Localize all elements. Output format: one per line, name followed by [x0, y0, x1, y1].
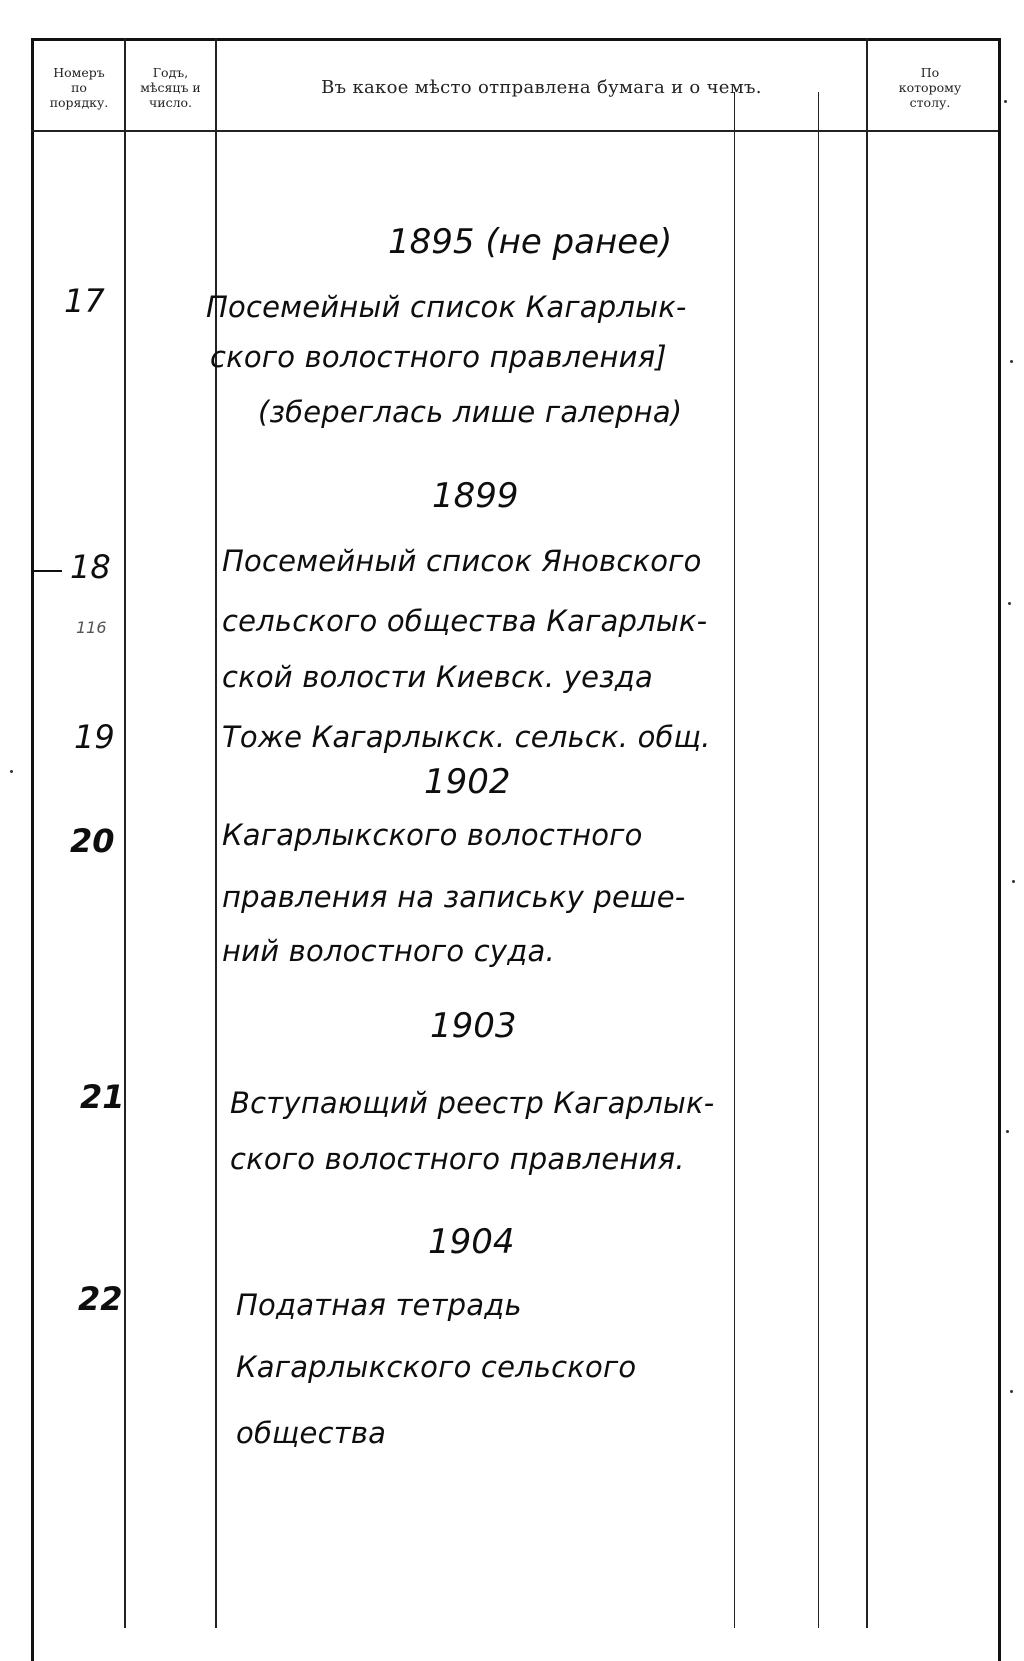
scan-speck [1004, 100, 1007, 103]
entry-line: ского волостного правления. [230, 1142, 685, 1176]
entry-line: ского волостного правления] [210, 340, 667, 374]
entry-line: Посемейный список Кагарлык- [206, 290, 687, 324]
entry-line: сельского общества Кагарлык- [222, 604, 708, 638]
scan-speck [1012, 880, 1015, 883]
year-heading: 1902 [424, 762, 511, 802]
margin-note: 116 [76, 618, 107, 637]
scan-speck [1006, 1130, 1009, 1133]
column-divider-number [124, 38, 126, 1628]
entry-line: ской волости Киевск. уезда [222, 660, 653, 694]
entry-line: Вступающий реестр Кагарлык- [230, 1086, 715, 1120]
entry-number: 21 [80, 1078, 125, 1116]
header-date: Годъ, мѣсяцъ и число. [140, 64, 201, 110]
scan-speck [1008, 602, 1011, 605]
entry-line: Податная тетрадь [236, 1288, 522, 1322]
header-number: Номеръ по порядку. [49, 64, 109, 110]
entry-line: правления на запиську реше- [222, 880, 686, 914]
header-rule [31, 130, 998, 132]
column-divider-date [215, 38, 217, 1628]
scan-speck [10, 770, 13, 773]
entry-number: 19 [74, 718, 115, 756]
pen-line-right [818, 92, 819, 1628]
entry-line: Посемейный список Яновского [222, 544, 702, 578]
scan-speck [1010, 360, 1013, 363]
entry-line: Тоже Кагарлыкск. сельск. общ. [222, 720, 711, 754]
pen-line-left [734, 92, 735, 1628]
entry-number: 20 [70, 822, 115, 860]
entry-line: ний волостного суда. [222, 934, 555, 968]
entry-number: 22 [78, 1280, 123, 1318]
year-heading: 1903 [430, 1006, 517, 1046]
scan-speck [1010, 1390, 1013, 1393]
entry-line: общества [236, 1416, 387, 1450]
year-heading: 1904 [428, 1222, 515, 1262]
entry-number: 17 [64, 282, 105, 320]
entry-line: Кагарлыкского сельского [236, 1350, 637, 1384]
header-content: Въ какое мѣсто отправлена бумага и о чемъ. [321, 76, 762, 98]
entry-number: 18 [70, 548, 111, 586]
entry-line: Кагарлыкского волостного [222, 818, 643, 852]
year-heading: 1895 (не ранее) [388, 222, 673, 262]
year-heading: 1899 [432, 476, 519, 516]
margin-mark [34, 570, 62, 572]
column-divider-content [866, 38, 868, 1628]
header-desk: По которому столу. [898, 64, 962, 110]
entry-line: (збереглась лише галерна) [258, 395, 683, 429]
